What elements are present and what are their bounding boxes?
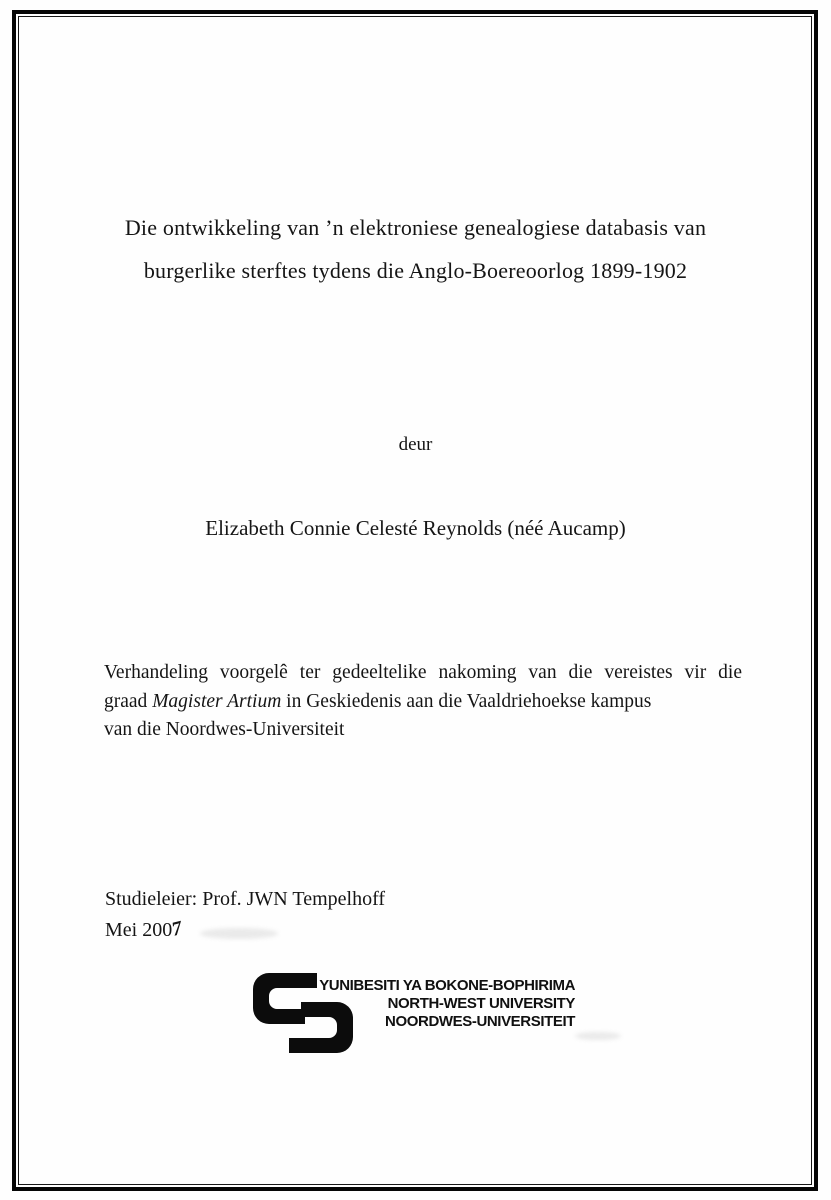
university-wordmark bbox=[319, 977, 575, 1031]
wordmark-english: NORTH-WEST UNIVERSITY bbox=[387, 995, 575, 1012]
thesis-title-line-1: Die ontwikkeling van ’n elektroniese genealogiese databasis van bbox=[124, 215, 707, 240]
degree-statement-line-1: Verhandeling voorgelê ter gedeeltelike nakoming van die vereistes vir die bbox=[104, 662, 742, 683]
supervisor-line: Studieleier: Prof. JWN Tempelhoff bbox=[105, 888, 386, 910]
author-name: Elizabeth Connie Celesté Reynolds (néé Aucamp) bbox=[205, 516, 626, 540]
thesis-title-line-2: burgerlike sterftes tydens die Anglo-Boereoorlog 1899-1902 bbox=[143, 258, 688, 283]
degree-statement-line-2-suffix: in Geskiedenis aan die Vaaldriehoekse kampus bbox=[281, 690, 652, 712]
scan-smudge bbox=[575, 1032, 621, 1040]
date-prefix: Mei 200 bbox=[105, 918, 173, 941]
wordmark-setswana: YUNIBESITI YA BOKONE-BOPHIRIMA bbox=[319, 977, 575, 994]
degree-statement-line-2 bbox=[104, 688, 742, 717]
degree-statement bbox=[104, 659, 742, 745]
byline-deur: deur bbox=[398, 434, 433, 455]
scan-smudge bbox=[200, 928, 278, 939]
date-last-digit-distorted: 7 bbox=[171, 916, 183, 941]
thesis-title bbox=[0, 206, 831, 292]
degree-statement-line-2-prefix: graad bbox=[104, 690, 153, 712]
wordmark-afrikaans: NOORDWES-UNIVERSITEIT bbox=[385, 1013, 575, 1030]
degree-statement-line-3: van die Noordwes-Universiteit bbox=[104, 719, 345, 740]
degree-name-italic: Magister Artium bbox=[152, 690, 282, 712]
